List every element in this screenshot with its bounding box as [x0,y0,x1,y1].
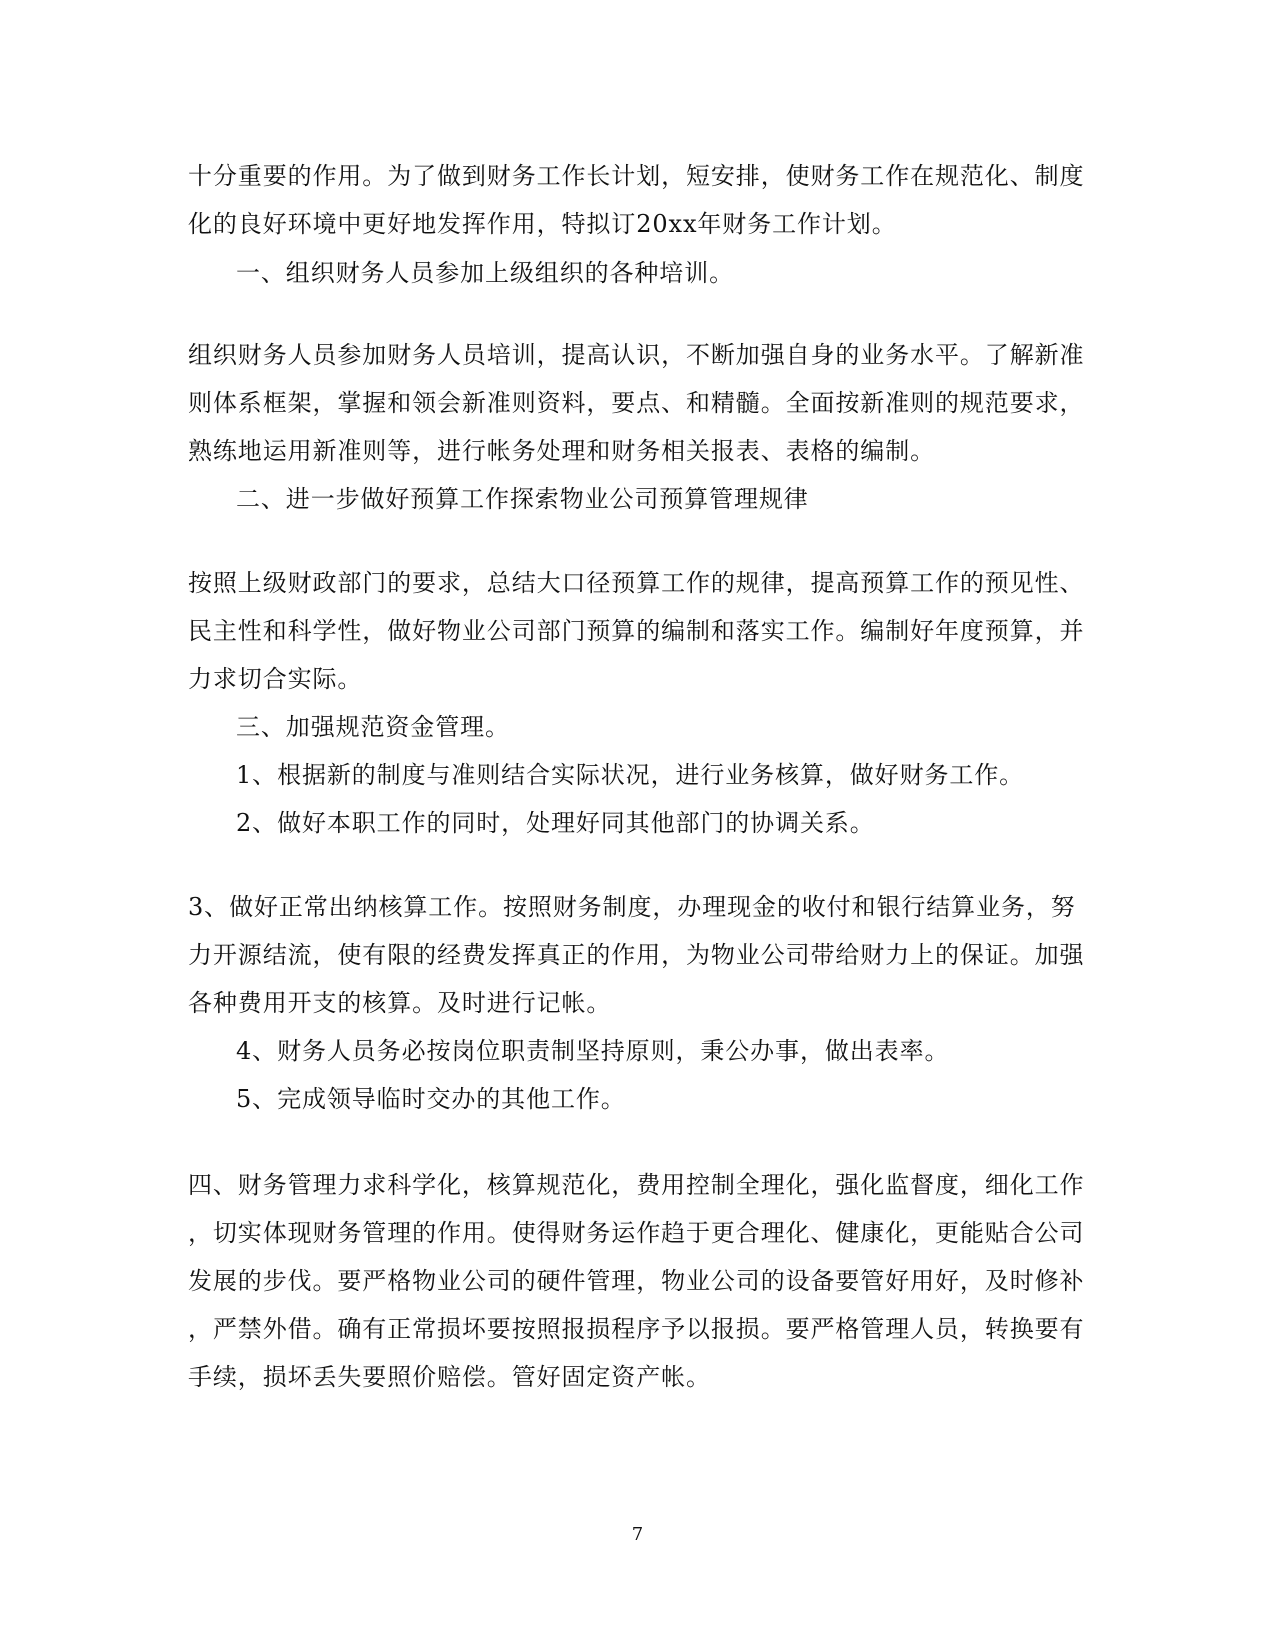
paragraph-line: 组织财务人员参加财务人员培训，提高认识，不断加强自身的业务水平。了解新准 [188,341,1085,369]
list-item: 5、完成领导临时交办的其他工作。 [236,1085,626,1113]
section-heading: 二、进一步做好预算工作探索物业公司预算管理规律 [236,485,809,513]
section-heading: 三、加强规范资金管理。 [236,713,510,741]
paragraph-line: 力求切合实际。 [188,665,363,693]
paragraph-line: ，严禁外借。确有正常损坏要按照报损程序予以报损。要严格管理人员，转换要有 [188,1315,1085,1343]
list-item: 1、根据新的制度与准则结合实际状况，进行业务核算，做好财务工作。 [236,761,1025,789]
section-heading: 一、组织财务人员参加上级组织的各种培训。 [236,259,734,287]
paragraph-line: 民主性和科学性，做好物业公司部门预算的编制和落实工作。编制好年度预算，并 [188,617,1085,645]
paragraph-line: 熟练地运用新准则等，进行帐务处理和财务相关报表、表格的编制。 [188,437,935,465]
list-item: 4、财务人员务必按岗位职责制坚持原则，秉公办事，做出表率。 [236,1037,950,1065]
section-heading: 四、财务管理力求科学化，核算规范化，费用控制全理化，强化监督度，细化工作 [188,1171,1085,1199]
paragraph-line: 化的良好环境中更好地发挥作用，特拟订20xx年财务工作计划。 [188,210,897,238]
page-number: 7 [631,1524,644,1545]
paragraph-line: 力开源结流，使有限的经费发挥真正的作用，为物业公司带给财力上的保证。加强 [188,941,1085,969]
list-item: 2、做好本职工作的同时，处理好同其他部门的协调关系。 [236,809,875,837]
paragraph-line: 发展的步伐。要严格物业公司的硬件管理，物业公司的设备要管好用好，及时修补 [188,1267,1085,1295]
paragraph-line: ，切实体现财务管理的作用。使得财务运作趋于更合理化、健康化，更能贴合公司 [188,1219,1085,1247]
paragraph-line: 则体系框架，掌握和领会新准则资料，要点、和精髓。全面按新准则的规范要求， [188,389,1085,417]
list-item: 3、做好正常出纳核算工作。按照财务制度，办理现金的收付和银行结算业务，努 [188,893,1076,921]
paragraph-line: 各种费用开支的核算。及时进行记帐。 [188,989,612,1017]
paragraph-line: 手续，损坏丢失要照价赔偿。管好固定资产帐。 [188,1363,711,1391]
paragraph-line: 按照上级财政部门的要求，总结大口径预算工作的规律，提高预算工作的预见性、 [188,569,1085,597]
paragraph-line: 十分重要的作用。为了做到财务工作长计划，短安排，使财务工作在规范化、制度 [188,162,1085,190]
